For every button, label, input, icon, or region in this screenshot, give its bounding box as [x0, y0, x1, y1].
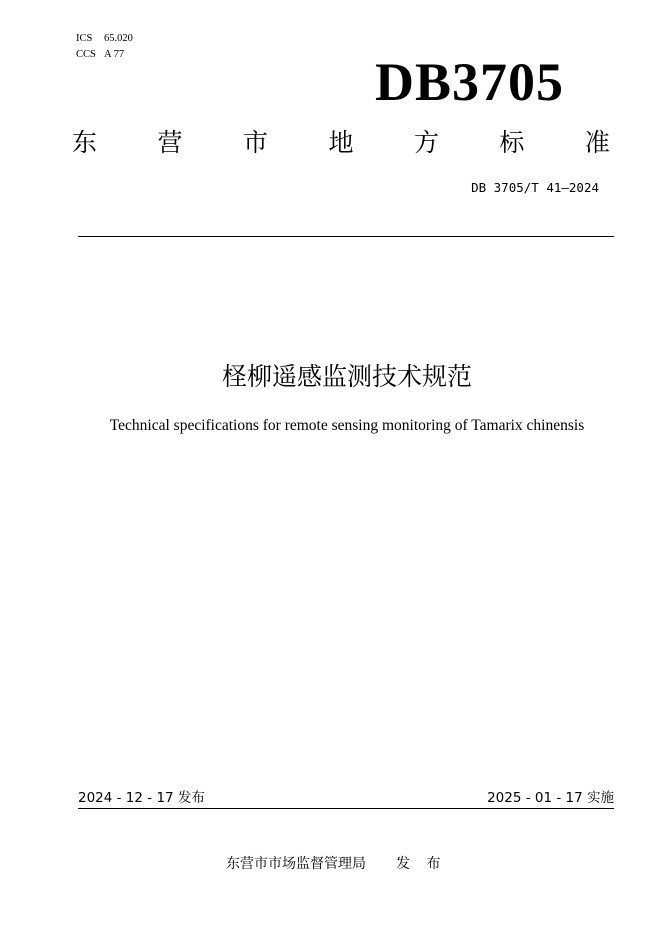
publish-action: 发 布	[396, 856, 447, 872]
publisher-line	[226, 854, 446, 874]
implementation-date: 2025 - 01 - 17 实施	[487, 790, 614, 806]
issue-date: 2024 - 12 - 17 发布	[78, 790, 205, 806]
ics-code: 65.020	[104, 33, 133, 44]
standard-number: DB 3705/T 41—2024	[471, 180, 599, 195]
ccs-classification	[76, 48, 124, 62]
document-title-english: Technical specifications for remote sensing monitoring of Tamarix chinensis	[109, 417, 585, 434]
standard-type	[72, 126, 610, 160]
standard-type-char: 方	[413, 128, 439, 157]
standard-type-char: 标	[499, 128, 525, 157]
standard-mark: DB3705	[374, 52, 564, 112]
standard-type-char: 市	[242, 128, 268, 157]
standard-type-char: 准	[584, 128, 610, 157]
bottom-divider	[78, 808, 614, 809]
standard-type-char: 东	[72, 128, 98, 157]
ccs-code: A 77	[104, 49, 125, 60]
top-divider	[78, 236, 614, 237]
standard-type-char: 地	[328, 128, 354, 157]
standard-type-char: 营	[157, 128, 183, 157]
ics-label: ICS	[76, 33, 93, 44]
ics-classification	[76, 32, 133, 46]
publisher-name: 东营市市场监督管理局	[226, 856, 366, 872]
ccs-label: CCS	[76, 49, 96, 60]
document-title-chinese: 柽柳遥感监测技术规范	[221, 362, 472, 391]
